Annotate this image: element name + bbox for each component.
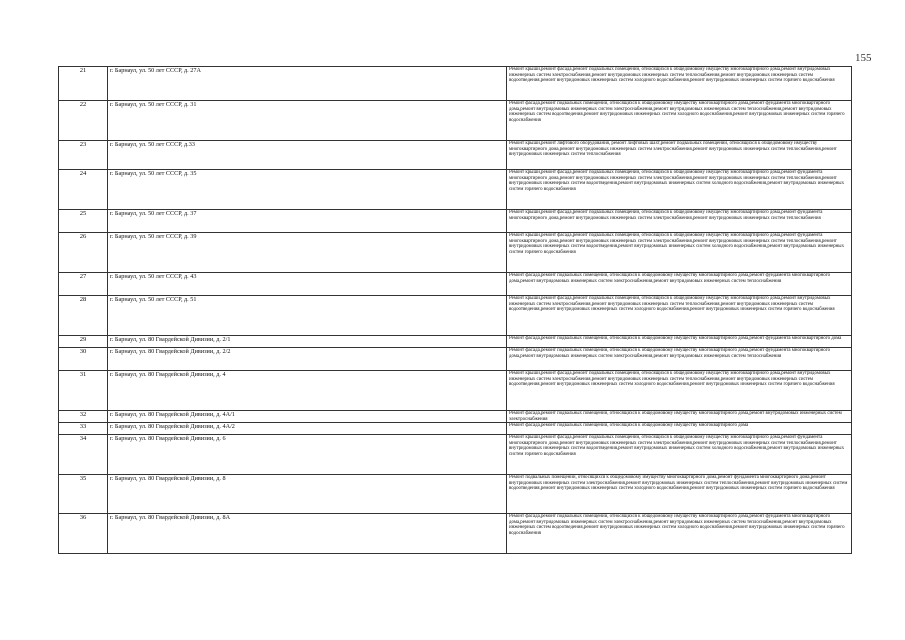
works-text: Ремонт фасада,ремонт подвальных помещений, относящихся к общедомовому имуществу многоквартирного дома,ремонт внутридомовых инженерных систем электроснабжения — [509, 411, 842, 422]
row-number: 21 — [59, 67, 108, 101]
table-row — [59, 233, 852, 273]
row-address: г. Барнаул, ул. 80 Гвардейской Дивизии, д. 2/2 — [108, 348, 507, 371]
row-address: г. Барнаул, ул. 80 Гвардейской Дивизии, д. 8 — [108, 475, 507, 514]
table-row — [59, 296, 852, 336]
register-body — [59, 67, 852, 554]
row-number: 29 — [59, 336, 108, 348]
row-number: 33 — [59, 423, 108, 435]
row-works — [507, 170, 852, 210]
table-row — [59, 336, 852, 348]
row-works — [507, 273, 852, 296]
table-row — [59, 411, 852, 423]
works-text: Ремонт крыши,ремонт фасада,ремонт подвальных помещений, относящихся к общедомовому имуществу многоквартирного дома,ремонт внутридомовых инженерных систем электроснабжения,ремонт внутридомовых инженерных систем теплоснабжения,ремонт внутридомовых инженерных систем водоотведения,ремонт внутридомовых инженерных систем холодного водоснабжения,ремонт внутридомовых инженерных систем горячего водоснабжения — [509, 67, 835, 84]
row-address: г. Барнаул, ул. 50 лет СССР, д. 43 — [108, 273, 507, 296]
table-row — [59, 273, 852, 296]
table-row — [59, 67, 852, 101]
works-text: Ремонт фасада,ремонт подвальных помещений, относящихся к общедомовому имуществу многоквартирного дома,ремонт фундамента многоквартирного дома — [509, 336, 842, 341]
works-text: Ремонт крыши,ремонт фасада,ремонт подвальных помещений, относящихся к общедомовому имуществу многоквартирного дома,ремонт внутридомовых инженерных систем электроснабжения,ремонт внутридомовых инженерных систем теплоснабжения,ремонт внутридомовых инженерных систем водоотведения,ремонт внутридомовых инженерных систем холодного водоснабжения,ремонт внутридомовых инженерных систем горячего водоснабжения — [509, 296, 835, 313]
repair-register-table — [58, 66, 852, 554]
row-address: г. Барнаул, ул. 50 лет СССР, д.33 — [108, 141, 507, 170]
row-address: г. Барнаул, ул. 50 лет СССР, д. 35 — [108, 170, 507, 210]
row-works — [507, 348, 852, 371]
row-works — [507, 141, 852, 170]
row-number: 27 — [59, 273, 108, 296]
row-number: 35 — [59, 475, 108, 514]
works-text: Ремонт крыши,ремонт лифтового оборудования, ремонт лифтовых шахт,ремонт подвальных помещений, относящихся к общедомовому имуществу многоквартирного дома,ремонт внутридомовых инженерных систем электроснабжения,ремонт внутридомовых инженерных систем теплоснабжения,ремонт внутридомовых инженерных систем теплоснабжения — [509, 141, 837, 158]
works-text: Ремонт фасада,ремонт подвальных помещений, относящихся к общедомовому имуществу многоквартирного дома,ремонт фундамента многоквартирного дома,ремонт внутридомовых инженерных систем электроснабжения,ремонт внутридомовых инженерных систем теплоснабжения — [509, 273, 831, 284]
row-number: 23 — [59, 141, 108, 170]
works-text: Ремонт крыши,ремонт фасада,ремонт подвальных помещений, относящихся к общедомовому имуществу многоквартирного дома,ремонт фундамента многоквартирного дома,ремонт внутридомовых инженерных систем электроснабжения,ремонт внутридомовых инженерных систем теплоснабжения — [509, 210, 823, 221]
row-works — [507, 210, 852, 233]
table-row — [59, 348, 852, 371]
table-row — [59, 423, 852, 435]
row-address: г. Барнаул, ул. 80 Гвардейской Дивизии, д. 6 — [108, 435, 507, 475]
row-number: 30 — [59, 348, 108, 371]
table-row — [59, 170, 852, 210]
works-text: Ремонт крыши,ремонт фасада,ремонт подвальных помещений, относящихся к общедомовому имуществу многоквартирного дома,ремонт внутридомовых инженерных систем электроснабжения,ремонт внутридомовых инженерных систем теплоснабжения,ремонт внутридомовых инженерных систем водоотведения,ремонт внутридомовых инженерных систем холодного водоснабжения,ремонт внутридомовых инженерных систем горячего водоснабжения — [509, 371, 835, 388]
table-row — [59, 210, 852, 233]
row-works — [507, 101, 852, 141]
row-works — [507, 336, 852, 348]
row-works — [507, 296, 852, 336]
table-row — [59, 371, 852, 411]
row-number: 28 — [59, 296, 108, 336]
row-works — [507, 411, 852, 423]
row-address: г. Барнаул, ул. 80 Гвардейской Дивизии, д. 2/1 — [108, 336, 507, 348]
row-number: 36 — [59, 514, 108, 554]
row-number: 25 — [59, 210, 108, 233]
table-row — [59, 141, 852, 170]
row-address: г. Барнаул, ул. 50 лет СССР, д. 27А — [108, 67, 507, 101]
row-address: г. Барнаул, ул. 50 лет СССР, д. 51 — [108, 296, 507, 336]
table-row — [59, 101, 852, 141]
row-address: г. Барнаул, ул. 80 Гвардейской Дивизии, д. 8А — [108, 514, 507, 554]
page-number: 155 — [855, 52, 872, 64]
row-address: г. Барнаул, ул. 50 лет СССР, д. 37 — [108, 210, 507, 233]
row-address: г. Барнаул, ул. 50 лет СССР, д. 31 — [108, 101, 507, 141]
works-text: Ремонт крыши,ремонт фасада,ремонт подвальных помещений, относящихся к общедомовому имуществу многоквартирного дома,ремонт фундамента многоквартирного дома,ремонт внутридомовых инженерных систем электроснабжения,ремонт внутридомовых инженерных систем теплоснабжения,ремонт внутридомовых инженерных систем водоотведения,ремонт внутридомовых инженерных систем холодного водоснабжения,ремонт внутридомовых инженерных систем горячего водоснабжения — [509, 435, 845, 457]
row-number: 22 — [59, 101, 108, 141]
row-number: 26 — [59, 233, 108, 273]
row-works — [507, 233, 852, 273]
row-number: 24 — [59, 170, 108, 210]
row-address: г. Барнаул, ул. 50 лет СССР, д. 39 — [108, 233, 507, 273]
row-number: 34 — [59, 435, 108, 475]
table-row — [59, 514, 852, 554]
row-works — [507, 67, 852, 101]
works-text: Ремонт фасада,ремонт подвальных помещений, относящихся к общедомовому имуществу многоквартирного дома,ремонт фундамента многоквартирного дома,ремонт внутридомовых инженерных систем электроснабжения,ремонт внутридомовых инженерных систем теплоснабжения,ремонт внутридомовых инженерных систем водоотведения,ремонт внутридомовых инженерных систем холодного водоснабжения,ремонт внутридомовых инженерных систем горячего водоснабжения — [509, 514, 845, 536]
row-works — [507, 475, 852, 514]
row-works — [507, 514, 852, 554]
works-text: Ремонт крыши,ремонт фасада,ремонт подвальных помещений, относящихся к общедомовому имуществу многоквартирного дома,ремонт фундамента многоквартирного дома,ремонт внутридомовых инженерных систем электроснабжения,ремонт внутридомовых инженерных систем теплоснабжения,ремонт внутридомовых инженерных систем водоотведения,ремонт внутридомовых инженерных систем холодного водоснабжения,ремонт внутридомовых инженерных систем горячего водоснабжения — [509, 233, 845, 255]
works-text: Ремонт подвальных помещений, относящихся к общедомовому имуществу многоквартирного дома,ремонт фундамента многоквартирного дома,ремонт внутридомовых инженерных систем электроснабжения,ремонт внутридомовых инженерных систем теплоснабжения,ремонт внутридомовых инженерных систем водоотведения,ремонт внутридомовых инженерных систем холодного водоснабжения,ремонт внутридомовых инженерных систем горячего водоснабжения — [509, 475, 848, 492]
works-text: Ремонт фасада,ремонт подвальных помещений, относящихся к общедомовому имуществу многоквартирного дома,ремонт фундамента многоквартирного дома,ремонт внутридомовых инженерных систем электроснабжения,ремонт внутридомовых инженерных систем теплоснабжения,ремонт внутридомовых инженерных систем водоотведения,ремонт внутридомовых инженерных систем холодного водоснабжения,ремонт внутридомовых инженерных систем горячего водоснабжения — [509, 101, 845, 123]
table-row — [59, 475, 852, 514]
works-text: Ремонт фасада,ремонт подвальных помещений, относящихся к общедомовому имуществу многоквартирного дома,ремонт фундамента многоквартирного дома,ремонт внутридомовых инженерных систем электроснабжения,ремонт внутридомовых инженерных систем теплоснабжения — [509, 348, 831, 359]
row-address: г. Барнаул, ул. 80 Гвардейской Дивизии, д. 4А/1 — [108, 411, 507, 423]
row-address: г. Барнаул, ул. 80 Гвардейской Дивизии, д. 4 — [108, 371, 507, 411]
works-text: Ремонт фасада,ремонт подвальных помещений, относящихся к общедомовому имуществу многоквартирного дома — [509, 423, 749, 429]
works-text: Ремонт крыши,ремонт фасада,ремонт подвальных помещений, относящихся к общедомовому имуществу многоквартирного дома,ремонт фундамента многоквартирного дома,ремонт внутридомовых инженерных систем электроснабжения,ремонт внутридомовых инженерных систем теплоснабжения,ремонт внутридомовых инженерных систем водоотведения,ремонт внутридомовых инженерных систем холодного водоснабжения,ремонт внутридомовых инженерных систем горячего водоснабжения — [509, 170, 845, 192]
table-row — [59, 435, 852, 475]
row-address: г. Барнаул, ул. 80 Гвардейской Дивизии, д. 4А/2 — [108, 423, 507, 435]
row-works — [507, 423, 852, 435]
row-works — [507, 435, 852, 475]
row-number: 32 — [59, 411, 108, 423]
row-works — [507, 371, 852, 411]
row-number: 31 — [59, 371, 108, 411]
